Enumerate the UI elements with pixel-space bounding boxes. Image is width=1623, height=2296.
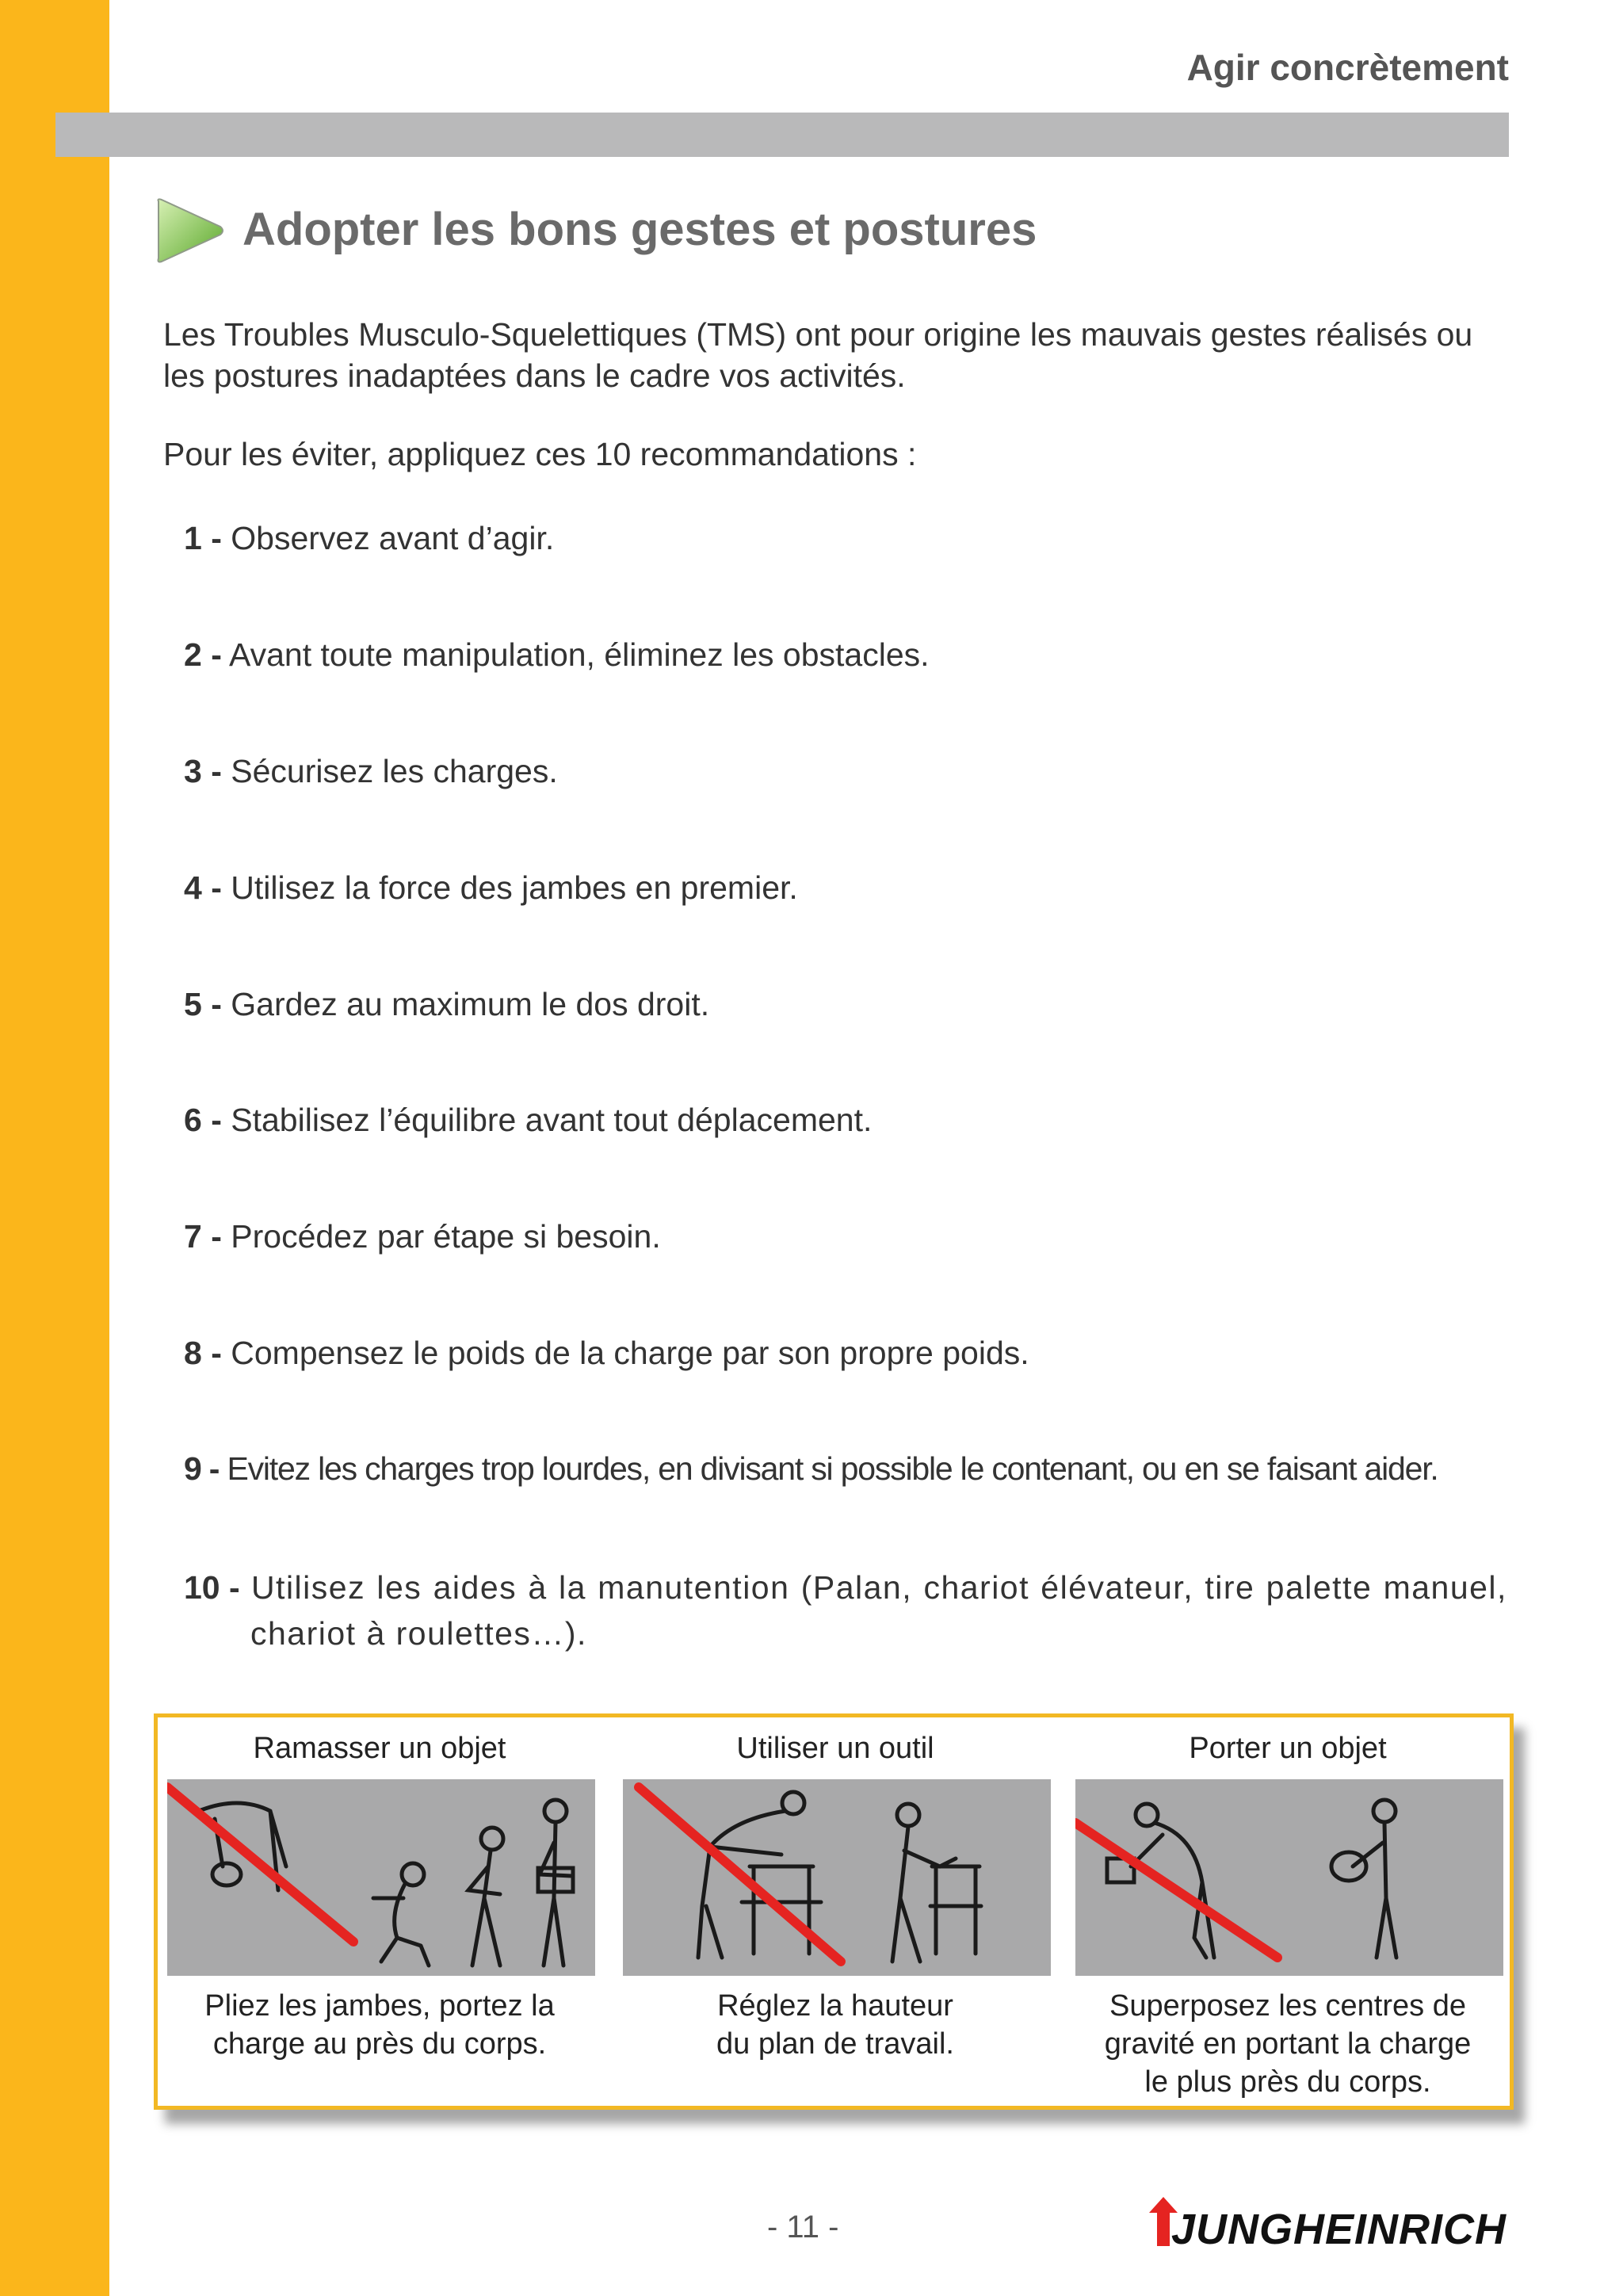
rec-word: élévateur, (1041, 1569, 1194, 1606)
rec-text: Sécurisez les charges. (231, 753, 558, 789)
page-number: - 11 - (767, 2210, 839, 2244)
panel-caption (1066, 1987, 1510, 2101)
section-label: Agir concrètement (1186, 47, 1509, 88)
rec-number: 9 - (184, 1450, 220, 1487)
rec10-line2: chariot à roulettes…). (250, 1615, 587, 1652)
recommendation-item (184, 1213, 661, 1259)
rec-number: 7 - (184, 1218, 222, 1255)
recommendation-item (184, 1446, 1438, 1492)
illustrations-box (154, 1713, 1514, 2110)
rec-word: chariot (923, 1569, 1029, 1606)
rec-word: manutention (598, 1569, 790, 1606)
posture-illustration (1075, 1779, 1503, 1976)
left-sidebar-band (0, 0, 109, 2296)
recommendation-item (184, 1330, 1029, 1376)
rec-number: 3 - (184, 753, 222, 789)
rec-text: Evitez les charges trop lourdes, en divisant si possible le contenant, ou en se faisant aider. (227, 1450, 1438, 1487)
rec-text: Observez avant d’agir. (231, 520, 555, 556)
caption-line: Réglez la hauteur (717, 1989, 953, 2023)
rec-number: 2 - (184, 636, 222, 673)
posture-illustration (623, 1779, 1051, 1976)
panel-caption (613, 1987, 1057, 2063)
rec-word: Utilisez (250, 1569, 366, 1606)
rec-word: (Palan, (800, 1569, 913, 1606)
posture-drawing (1075, 1779, 1503, 1976)
rec10-line1 (184, 1564, 1507, 1610)
logo-wordmark: JUNGHEINRICH (1171, 2206, 1507, 2253)
rec-number: 5 - (184, 986, 222, 1022)
recommendation-item (184, 1097, 872, 1143)
jungheinrich-logo (1148, 2194, 1509, 2257)
rec-text: Compensez le poids de la charge par son propre poids. (231, 1335, 1029, 1371)
rec-word: à (528, 1569, 548, 1606)
recommendation-item (184, 865, 798, 911)
panel-title: Porter un objet (1189, 1732, 1387, 1765)
posture-illustration (167, 1779, 595, 1976)
page-title: Adopter les bons gestes et postures (242, 204, 1037, 255)
rec-text: Stabilisez l’équilibre avant tout déplacement. (231, 1102, 873, 1138)
rec-word: tire (1205, 1569, 1255, 1606)
illustration-panel-tool (613, 1717, 1057, 2106)
recommendation-item (184, 748, 558, 794)
posture-drawing (167, 1779, 595, 1976)
rec-text: Avant toute manipulation, éliminez les obstacles. (229, 636, 930, 673)
rec-word: manuel, (1383, 1569, 1507, 1606)
rec-number: 4 - (184, 869, 222, 906)
caption-line: gravité en portant la charge (1104, 2027, 1472, 2061)
illustration-panel-carry (1066, 1717, 1510, 2106)
caption-line: du plan de travail. (716, 2027, 954, 2061)
rec-text: Procédez par étape si besoin. (231, 1218, 661, 1255)
caption-line: Pliez les jambes, portez la (204, 1989, 555, 2023)
rec-text: Gardez au maximum le dos droit. (231, 986, 710, 1022)
rec-number: 10 - (184, 1569, 240, 1606)
recommendation-item (184, 632, 930, 678)
caption-line: charge au près du corps. (212, 2027, 547, 2061)
rec-word: les (376, 1569, 422, 1606)
rec-word: la (559, 1569, 586, 1606)
recommendation-item (184, 1564, 1507, 1656)
rec-number: 8 - (184, 1335, 222, 1371)
panel-title: Utiliser un outil (736, 1732, 934, 1765)
rec-number: 1 - (184, 520, 222, 556)
panel-title: Ramasser un objet (253, 1732, 506, 1765)
intro-paragraph: Les Troubles Musculo-Squelettiques (TMS) ont pour origine les mauvais gestes réalisés ou les postures inadaptées dans le cadre vos activités. (163, 316, 1473, 394)
panel-caption (158, 1987, 601, 2063)
caption-line: le plus près du corps. (1144, 2065, 1431, 2099)
posture-drawing (623, 1779, 1051, 1976)
rec-word: palette (1266, 1569, 1373, 1606)
intro-lead: Pour les éviter, appliquez ces 10 recommandations : (163, 436, 917, 472)
rec-word: aides (433, 1569, 517, 1606)
recommendation-item (184, 981, 709, 1027)
caption-line: Superposez les centres de (1109, 1989, 1466, 2023)
rec-text: Utilisez la force des jambes en premier. (231, 869, 798, 906)
recommendation-item (184, 515, 554, 561)
illustration-panel-pick-up (158, 1717, 601, 2106)
header-divider-bar (55, 113, 1509, 157)
green-arrow-icon (154, 195, 225, 266)
rec-number: 6 - (184, 1102, 222, 1138)
